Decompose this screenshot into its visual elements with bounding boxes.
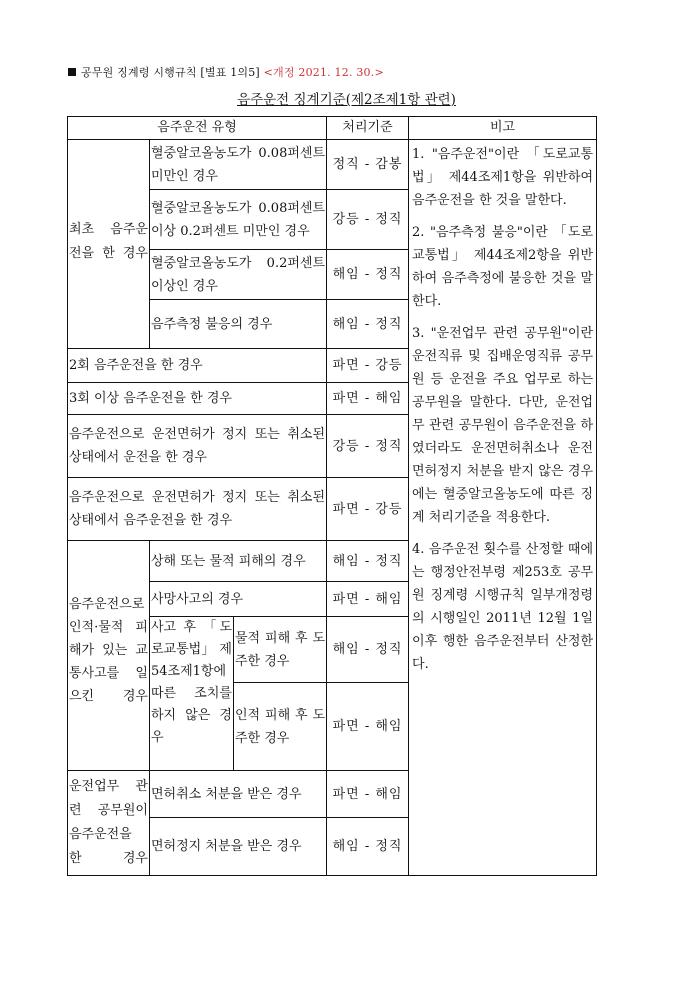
type-cell: 2회 음주운전을 한 경우 [68,349,327,383]
col-header-standard: 처리기준 [327,117,409,140]
standard-cell: 파면 - 강등 [327,478,409,541]
remarks-cell [409,140,597,876]
page-header [68,64,384,80]
type-cell: 음주운전으로 운전면허가 정지 또는 취소된 상태에서 음주운전을 한 경우 [68,478,327,541]
standard-cell: 강등 - 정직 [327,415,409,478]
type-cell: 3회 이상 음주운전을 한 경우 [68,383,327,415]
revision-date: <개정 2021. 12. 30.> [263,66,384,79]
remark-4: 4. 음주운전 횟수를 산정할 때에는 행정안전부령 제253호 공무원 징계령 시행규칙 일부개정령의 시행일인 2011년 12월 1일 이후 행한 음주운전부터 산정한다. [412,542,594,672]
type-cell: 물적 피해 후 도주한 경우 [234,617,327,683]
standard-cell: 파면 - 해임 [327,582,409,617]
standard-cell: 해임 - 정직 [327,541,409,582]
header-text: 공무원 징계령 시행규칙 [별표 1의5] [81,66,260,79]
accident-label: 음주운전으로 인적·물적 피해가 있는 교통사고를 일으킨 경우 [68,541,150,771]
table-header-row [68,117,597,140]
col-header-remarks: 비고 [409,117,597,140]
standard-cell: 해임 - 정직 [327,300,409,349]
type-cell: 인적 피해 후 도주한 경우 [234,683,327,771]
remark-3: 3. "운전업무 관련 공무원"이란 운전직류 및 집배운영직류 공무원 등 운전을 주요 업무로 하는 공무원을 말한다. 다만, 운전업무 관련 공무원이 음주운전을 하였더라도 운전면허취소나 운전면허정지 처분을 받지 않은 경우에는 혈중알코올농도에 따른 징계 처리기준을 적용한다. [412,326,594,525]
standard-cell: 파면 - 해임 [327,771,409,818]
standard-cell: 해임 - 정직 [327,818,409,876]
flee-label: 사고 후 「도로교통법」 제54조제1항에 따른 조치를 하지 않은 경우 [150,617,234,771]
title-sub: (제2조제1항 관련) [345,92,456,108]
title-main: 음주운전 징계기준 [237,92,346,108]
type-cell: 음주측정 불응의 경우 [150,300,327,349]
standard-cell: 해임 - 정직 [327,250,409,300]
type-cell: 혈중알코올농도가 0.2퍼센트 이상인 경우 [150,250,327,300]
type-cell: 상해 또는 물적 피해의 경우 [150,541,327,582]
table-row [68,140,597,190]
type-cell: 음주운전으로 운전면허가 정지 또는 취소된 상태에서 운전을 한 경우 [68,415,327,478]
type-cell: 면허취소 처분을 받은 경우 [150,771,327,818]
standard-cell: 강등 - 정직 [327,190,409,250]
remark-2: 2. "음주측정 불응"이란 「도로교통법」 제44조제2항을 위반하여 음주측정에 불응한 것을 말한다. [412,225,594,309]
standard-cell: 정직 - 감봉 [327,140,409,190]
standard-cell: 파면 - 해임 [327,383,409,415]
col-header-type: 음주운전 유형 [68,117,327,140]
type-cell: 혈중알코올농도가 0.08퍼센트 이상 0.2퍼센트 미만인 경우 [150,190,327,250]
official-label: 운전업무 관련 공무원이 음주운전을 한 경우 [68,771,150,876]
type-cell: 사망사고의 경우 [150,582,327,617]
type-cell: 면허정지 처분을 받은 경우 [150,818,327,876]
type-cell: 혈중알코올농도가 0.08퍼센트 미만인 경우 [150,140,327,190]
discipline-standards-table [67,116,597,876]
first-offense-label: 최초 음주운전을 한 경우 [68,140,150,349]
standard-cell: 파면 - 해임 [327,683,409,771]
page-title [0,88,693,108]
remark-1: 1. "음주운전"이란 「도로교통법」 제44조제1항을 위반하여 음주운전을 한 것을 말한다. [412,147,594,208]
standard-cell: 파면 - 강등 [327,349,409,383]
standard-cell: 해임 - 정직 [327,617,409,683]
square-bullet-icon [68,68,76,76]
